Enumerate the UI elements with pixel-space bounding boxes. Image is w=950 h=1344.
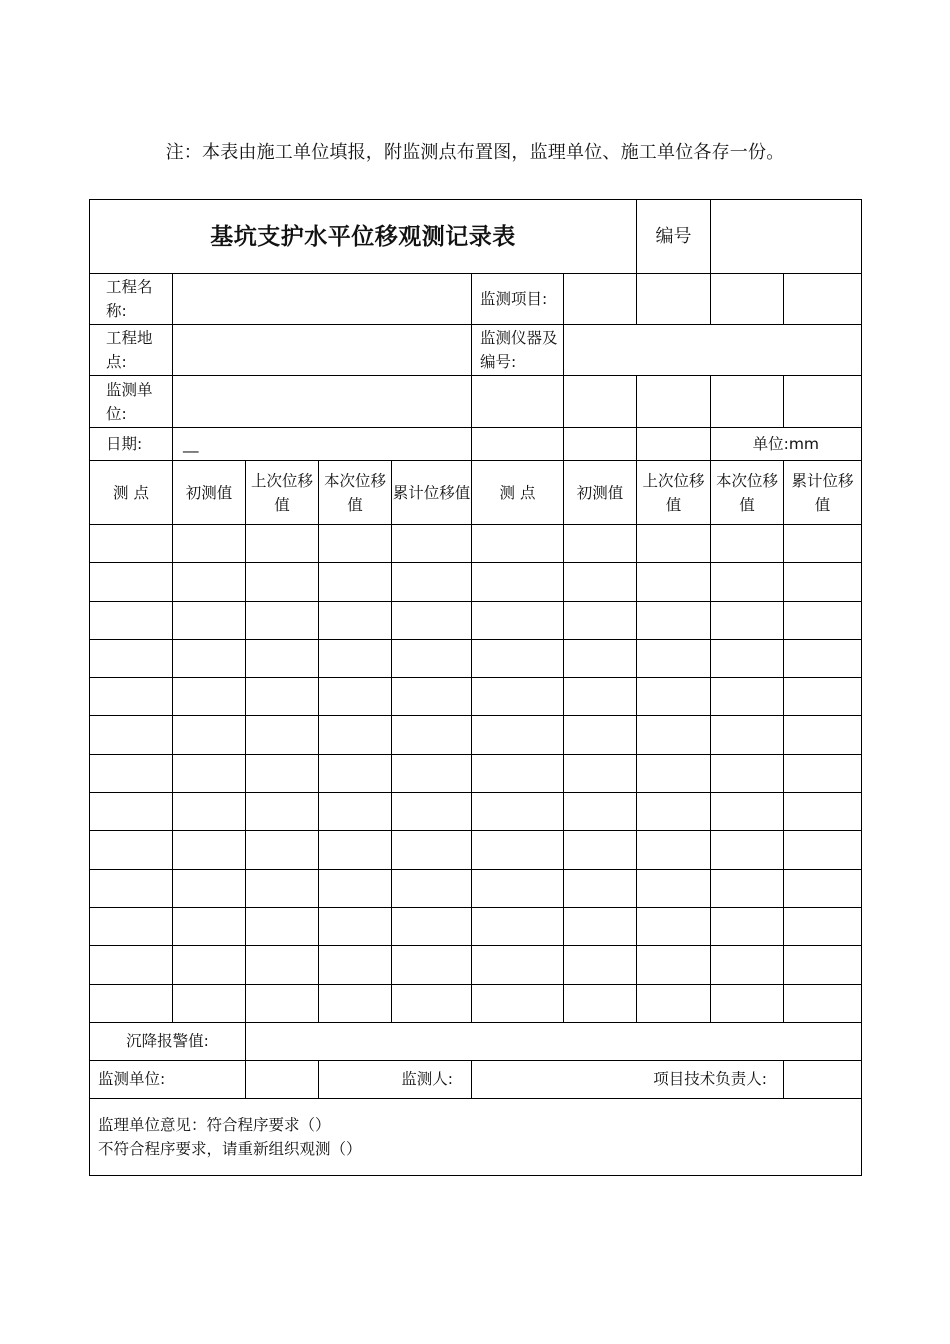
column-header-row [90, 461, 862, 525]
data-cell[interactable] [564, 907, 637, 945]
column-header: 累计位移值 [784, 461, 862, 525]
data-cell[interactable] [173, 984, 246, 1022]
data-cell[interactable] [246, 831, 319, 869]
data-cell[interactable] [564, 869, 637, 907]
data-cell[interactable] [564, 984, 637, 1022]
data-cell[interactable] [711, 984, 784, 1022]
project-name-field[interactable] [173, 274, 472, 325]
column-header: 初测值 [173, 461, 246, 525]
data-cell[interactable] [637, 793, 711, 831]
blank-cell[interactable] [637, 428, 711, 461]
data-cell[interactable] [173, 639, 246, 677]
data-cell[interactable] [90, 754, 173, 792]
data-cell[interactable] [472, 716, 564, 754]
data-cell[interactable] [637, 563, 711, 601]
data-cell[interactable] [472, 946, 564, 984]
monitor-unit-field[interactable] [173, 376, 472, 428]
data-cell[interactable] [637, 716, 711, 754]
data-cell[interactable] [564, 525, 637, 563]
alarm-field[interactable] [246, 1022, 862, 1060]
data-cell[interactable] [246, 907, 319, 945]
monitor-unit-label: 监测单位: [90, 376, 173, 428]
data-cell[interactable] [711, 946, 784, 984]
data-cell[interactable] [319, 793, 392, 831]
data-cell[interactable] [173, 754, 246, 792]
data-cell[interactable] [90, 984, 173, 1022]
data-cell[interactable] [472, 678, 564, 716]
data-cell[interactable] [90, 563, 173, 601]
project-name-label: 工程名称: [90, 274, 173, 325]
data-cell[interactable] [472, 754, 564, 792]
data-cell[interactable] [90, 869, 173, 907]
table-row [90, 907, 862, 945]
data-cell[interactable] [564, 678, 637, 716]
data-cell[interactable] [784, 831, 862, 869]
data-cell[interactable] [90, 946, 173, 984]
project-site-field[interactable] [173, 325, 472, 376]
data-cell[interactable] [392, 716, 472, 754]
data-cell[interactable] [173, 946, 246, 984]
blank-cell[interactable] [472, 428, 564, 461]
data-cell[interactable] [564, 793, 637, 831]
form-note: 注：本表由施工单位填报，附监测点布置图，监理单位、施工单位各存一份。 [165, 142, 785, 163]
data-cell[interactable] [472, 907, 564, 945]
data-cell[interactable] [472, 831, 564, 869]
monitor-item-label: 监测项目: [472, 274, 564, 325]
footer-monitor-unit-label: 监测单位: [90, 1060, 246, 1098]
data-cell[interactable] [472, 563, 564, 601]
column-header: 初测值 [564, 461, 637, 525]
data-cell[interactable] [784, 639, 862, 677]
data-cell[interactable] [711, 754, 784, 792]
data-cell[interactable] [246, 525, 319, 563]
table-row [90, 946, 862, 984]
table-row [90, 831, 862, 869]
data-cell[interactable] [711, 831, 784, 869]
data-cell[interactable] [564, 563, 637, 601]
data-cell[interactable] [319, 563, 392, 601]
code-field[interactable] [711, 200, 862, 274]
column-header: 上次位移值 [637, 461, 711, 525]
data-cell[interactable] [392, 601, 472, 639]
data-cell[interactable] [784, 869, 862, 907]
tech-lead-label: 项目技术负责人: [472, 1060, 784, 1098]
data-cell[interactable] [319, 907, 392, 945]
data-cell[interactable] [319, 869, 392, 907]
data-cell[interactable] [637, 639, 711, 677]
table-row [90, 639, 862, 677]
opinion-line-1: 监理单位意见：符合程序要求（） [98, 1115, 331, 1134]
data-cell[interactable] [637, 601, 711, 639]
data-cell[interactable] [173, 525, 246, 563]
column-header: 测 点 [90, 461, 173, 525]
data-cell[interactable] [173, 563, 246, 601]
data-cell[interactable] [173, 601, 246, 639]
data-cell[interactable] [564, 754, 637, 792]
data-cell[interactable] [90, 678, 173, 716]
data-cell[interactable] [711, 678, 784, 716]
data-cell[interactable] [784, 563, 862, 601]
monitor-item-field[interactable] [564, 274, 637, 325]
data-cell[interactable] [246, 716, 319, 754]
data-cell[interactable] [784, 754, 862, 792]
instrument-field[interactable] [564, 325, 862, 376]
data-cell[interactable] [564, 601, 637, 639]
data-cell[interactable] [246, 869, 319, 907]
data-cell[interactable] [246, 984, 319, 1022]
project-site-label: 工程地点: [90, 325, 173, 376]
data-cell[interactable] [637, 869, 711, 907]
data-cell[interactable] [637, 946, 711, 984]
date-field[interactable]: __ [173, 428, 472, 461]
table-row [90, 601, 862, 639]
data-cell[interactable] [319, 525, 392, 563]
data-cell[interactable] [246, 754, 319, 792]
blank-cell[interactable] [711, 376, 784, 428]
data-cell[interactable] [711, 639, 784, 677]
data-cell[interactable] [90, 639, 173, 677]
data-cell[interactable] [173, 831, 246, 869]
data-cell[interactable] [637, 754, 711, 792]
blank-cell[interactable] [784, 274, 862, 325]
data-cell[interactable] [90, 793, 173, 831]
data-cell[interactable] [472, 525, 564, 563]
data-cell[interactable] [564, 639, 637, 677]
table-row [90, 793, 862, 831]
instrument-label: 监测仪器及编号: [472, 325, 564, 376]
data-cell[interactable] [784, 946, 862, 984]
data-cell[interactable] [472, 869, 564, 907]
form-title: 基坑支护水平位移观测记录表 [90, 200, 637, 274]
data-cell[interactable] [392, 946, 472, 984]
data-cell[interactable] [472, 984, 564, 1022]
column-header: 测 点 [472, 461, 564, 525]
data-cell[interactable] [319, 639, 392, 677]
data-cell[interactable] [784, 716, 862, 754]
data-cell[interactable] [564, 716, 637, 754]
data-cell[interactable] [472, 793, 564, 831]
blank-cell[interactable] [564, 376, 637, 428]
data-cell[interactable] [392, 793, 472, 831]
data-cell[interactable] [711, 907, 784, 945]
column-header: 上次位移值 [246, 461, 319, 525]
data-cell[interactable] [711, 869, 784, 907]
opinion-line-2: 不符合程序要求，请重新组织观测（） [98, 1139, 362, 1158]
data-cell[interactable] [319, 678, 392, 716]
tech-lead-field[interactable] [784, 1060, 862, 1098]
data-cell[interactable] [319, 601, 392, 639]
data-cell[interactable] [637, 831, 711, 869]
footer-monitor-unit-field[interactable] [246, 1060, 319, 1098]
data-cell[interactable] [784, 601, 862, 639]
data-cell[interactable] [711, 793, 784, 831]
data-cell[interactable] [392, 754, 472, 792]
data-cell[interactable] [472, 639, 564, 677]
blank-cell[interactable] [711, 274, 784, 325]
blank-cell[interactable] [637, 376, 711, 428]
data-cell[interactable] [173, 716, 246, 754]
data-cell[interactable] [173, 793, 246, 831]
data-cell[interactable] [784, 907, 862, 945]
data-cell[interactable] [90, 907, 173, 945]
column-header: 累计位移值 [392, 461, 472, 525]
table-row [90, 716, 862, 754]
data-cell[interactable] [711, 563, 784, 601]
data-cell[interactable] [392, 831, 472, 869]
data-cell[interactable] [90, 525, 173, 563]
code-label: 编号 [637, 200, 711, 274]
data-cell[interactable] [711, 716, 784, 754]
alarm-label: 沉降报警值: [90, 1022, 246, 1060]
data-cell[interactable] [564, 946, 637, 984]
data-cell[interactable] [319, 984, 392, 1022]
data-cell[interactable] [319, 831, 392, 869]
blank-cell[interactable] [637, 274, 711, 325]
data-cell[interactable] [784, 678, 862, 716]
data-cell[interactable] [392, 525, 472, 563]
data-cell[interactable] [90, 716, 173, 754]
data-cell[interactable] [173, 907, 246, 945]
data-cell[interactable] [784, 525, 862, 563]
column-header: 本次位移值 [319, 461, 392, 525]
data-cell[interactable] [472, 601, 564, 639]
data-cell[interactable] [246, 563, 319, 601]
table-row [90, 525, 862, 563]
data-cell[interactable] [90, 831, 173, 869]
data-cell[interactable] [392, 639, 472, 677]
table-row [90, 678, 862, 716]
date-label: 日期: [90, 428, 173, 461]
data-cell[interactable] [319, 716, 392, 754]
data-cell[interactable] [784, 984, 862, 1022]
data-cell[interactable] [637, 678, 711, 716]
unit-label: 单位:mm [711, 428, 862, 461]
monitor-person-label: 监测人: [319, 1060, 472, 1098]
data-cell[interactable] [392, 563, 472, 601]
data-cell[interactable] [173, 678, 246, 716]
data-cell[interactable] [392, 984, 472, 1022]
table-row [90, 563, 862, 601]
column-header: 本次位移值 [711, 461, 784, 525]
data-cell[interactable] [246, 678, 319, 716]
data-cell[interactable] [319, 754, 392, 792]
data-cell[interactable] [564, 831, 637, 869]
data-cell[interactable] [246, 601, 319, 639]
data-cell[interactable] [246, 793, 319, 831]
observation-record-table [89, 199, 862, 1176]
data-cell[interactable] [784, 793, 862, 831]
data-cell[interactable] [246, 946, 319, 984]
data-cell[interactable] [711, 601, 784, 639]
data-cell[interactable] [637, 907, 711, 945]
supervisor-opinion[interactable] [90, 1098, 862, 1175]
blank-cell[interactable] [564, 428, 637, 461]
data-cell[interactable] [173, 869, 246, 907]
blank-cell[interactable] [472, 376, 564, 428]
table-row [90, 869, 862, 907]
data-cell[interactable] [637, 984, 711, 1022]
data-cell[interactable] [392, 678, 472, 716]
data-cell[interactable] [392, 907, 472, 945]
data-cell[interactable] [319, 946, 392, 984]
data-cell[interactable] [392, 869, 472, 907]
blank-cell[interactable] [784, 376, 862, 428]
table-row [90, 984, 862, 1022]
data-cell[interactable] [711, 525, 784, 563]
table-row [90, 754, 862, 792]
data-cell[interactable] [246, 639, 319, 677]
data-cell[interactable] [637, 525, 711, 563]
data-cell[interactable] [90, 601, 173, 639]
